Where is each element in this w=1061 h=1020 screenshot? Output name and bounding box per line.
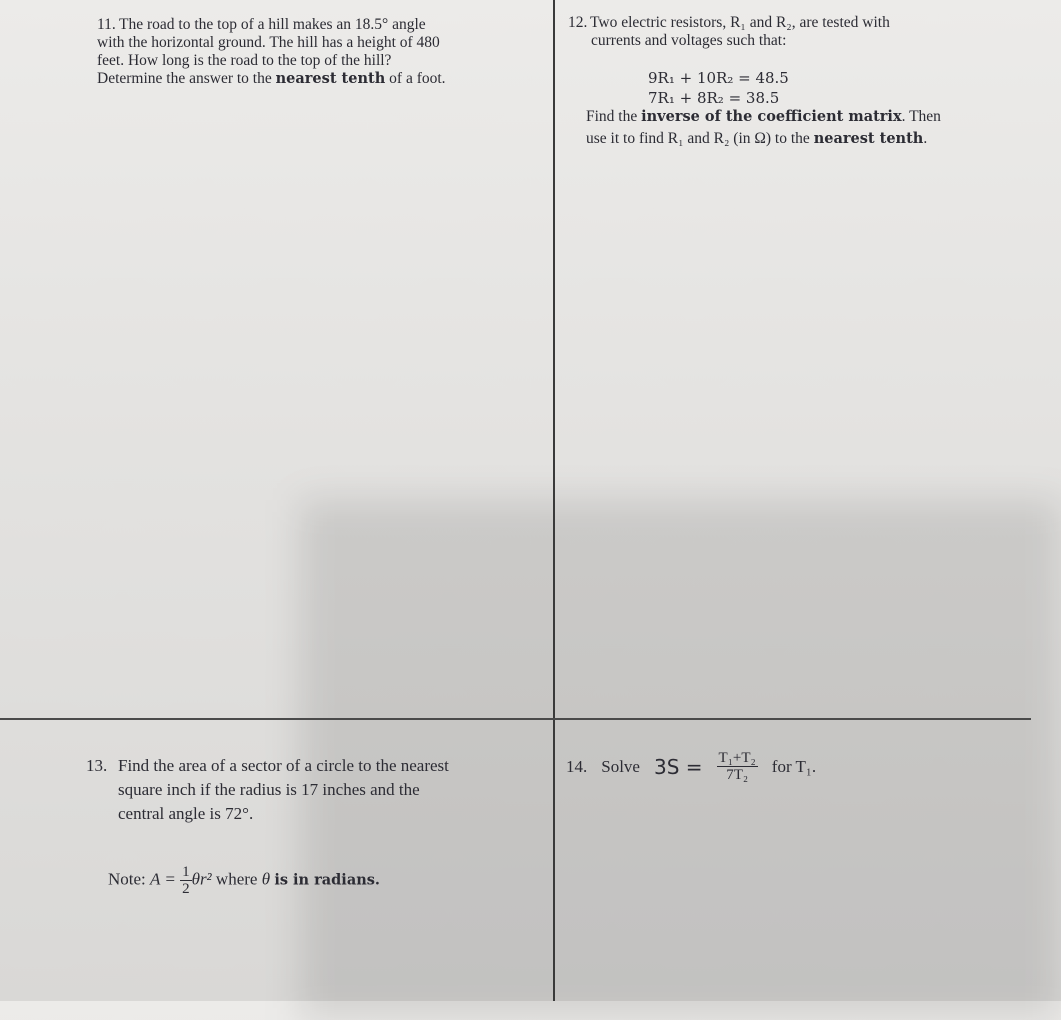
problem-text-line: feet. How long is the road to the top of the hill? (97, 52, 392, 69)
solve-label: Solve (601, 756, 640, 776)
problem-11 (97, 16, 537, 88)
problem-text-line: The road to the top of a hill makes an 18.5° angle (119, 16, 426, 33)
problem-text-line: with the horizontal ground. The hill has a height of 480 (97, 34, 440, 51)
equation-1: 9R₁ + 10R₂ = 48.5 (648, 69, 789, 87)
theta-symbol: θ (261, 869, 271, 889)
fraction-denominator: 2 (182, 881, 190, 897)
formula-lhs: A = (150, 869, 176, 889)
problem-text-line: Two electric resistors, R₁ and R₂, are tested with (590, 14, 890, 31)
note-label: Note: (108, 869, 146, 889)
equation-system (648, 68, 1038, 108)
problem-text-line: currents and voltages such that: (591, 32, 787, 49)
fraction-numerator: 1 (182, 864, 190, 880)
note-where: where (215, 869, 258, 889)
problem-text-line: central angle is 72°. (118, 804, 254, 823)
emphasis-text: inverse of the coefficient matrix (641, 108, 902, 125)
formula-rhs: θr² (191, 869, 212, 889)
problem-text-line (568, 108, 1038, 126)
text-fragment: . Then (901, 108, 941, 125)
problem-14 (566, 750, 1026, 783)
horizontal-divider (0, 718, 1031, 720)
problem-number: 13. (86, 756, 108, 775)
solve-row (566, 750, 1026, 783)
problem-number: 11. (97, 16, 116, 33)
text-fragment: Determine the answer to the (97, 70, 276, 87)
problem-text-line (568, 130, 1038, 148)
text-fragment: Find the (586, 108, 642, 125)
equation-fraction (717, 750, 758, 783)
emphasis-text: nearest tenth (813, 130, 924, 147)
fraction-one-half (180, 864, 192, 897)
equation-2: 7R₁ + 8R₂ = 38.5 (648, 89, 780, 107)
for-text: for T₁. (771, 756, 817, 776)
formula-note (86, 864, 546, 897)
vertical-divider (553, 0, 555, 1001)
text-fragment: . (923, 130, 928, 147)
text-fragment: use it to find R₁ and R₂ (in Ω) to the (586, 130, 814, 147)
fraction-denominator: 7T₂ (726, 767, 749, 783)
problem-text-line: Find the area of a sector of a circle to the nearest (118, 756, 449, 775)
fraction-numerator: T₁+T₂ (718, 750, 756, 766)
problem-13 (86, 754, 546, 897)
emphasis-text: nearest tenth (275, 70, 386, 87)
problem-number: 12. (568, 14, 588, 31)
problem-text-line (97, 70, 537, 88)
problem-number: 14. (566, 756, 588, 776)
note-emphasis: is in radians. (274, 871, 380, 889)
problem-12 (568, 14, 1038, 148)
text-fragment: of a foot. (385, 70, 446, 87)
problem-text-line: square inch if the radius is 17 inches and the (118, 780, 420, 799)
equation-lhs: 3S = (653, 754, 703, 779)
